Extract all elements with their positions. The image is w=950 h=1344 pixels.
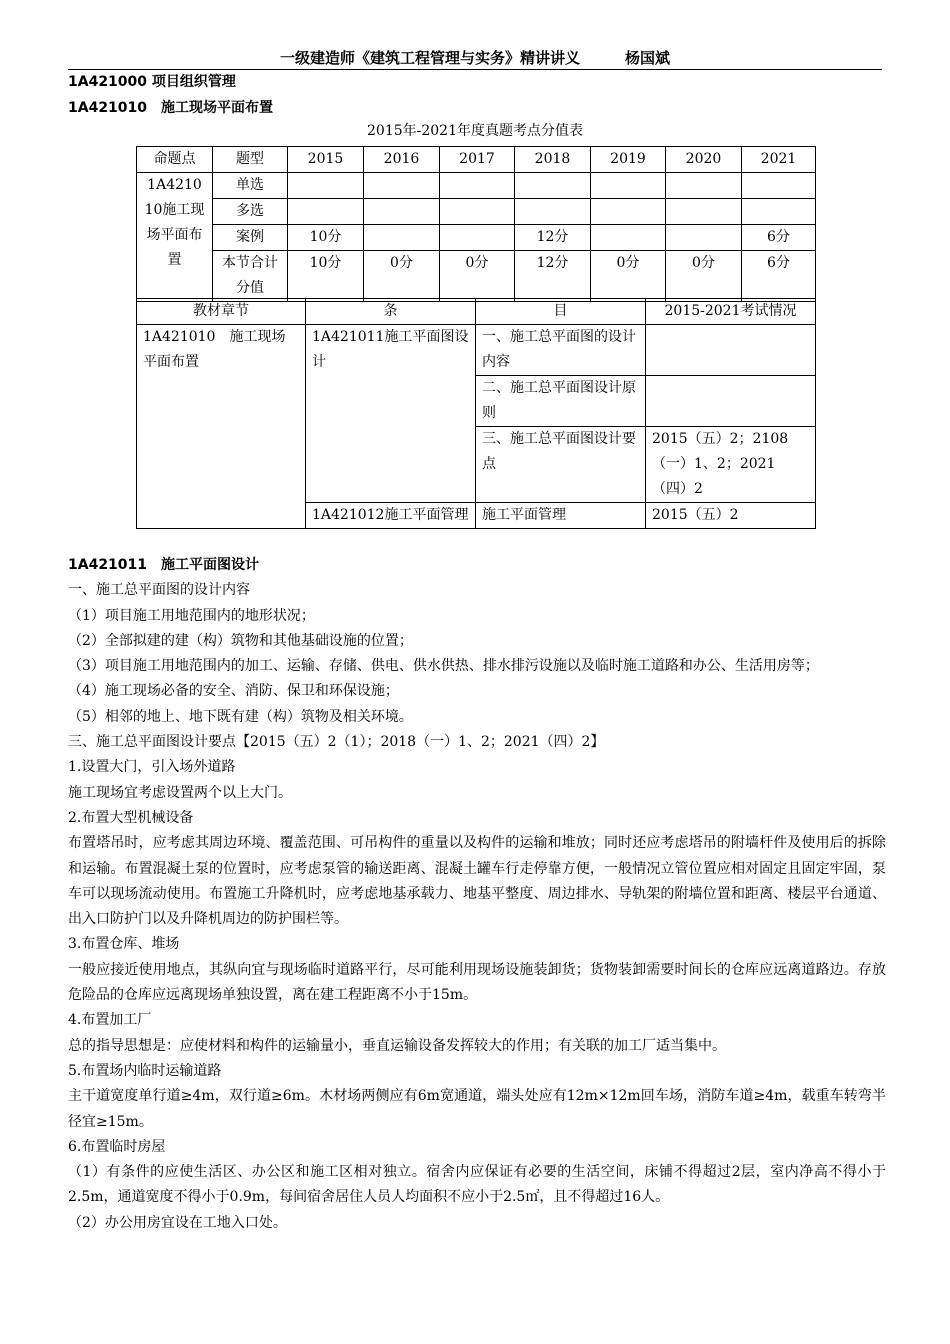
item-cell: 二、施工总平面图设计原则 xyxy=(476,376,646,427)
header-cell: 2019 xyxy=(591,147,666,173)
score-table xyxy=(136,146,816,302)
paragraph: 1.设置大门，引入场外道路 xyxy=(68,759,236,776)
table-cell xyxy=(364,199,440,225)
table-cell xyxy=(515,199,591,225)
paragraph: 施工现场宜考虑设置两个以上大门。 xyxy=(68,784,292,801)
table-cell xyxy=(742,199,816,225)
paragraph: 一、施工总平面图的设计内容 xyxy=(68,582,250,599)
table-row xyxy=(137,173,816,199)
exam-cell xyxy=(646,376,816,427)
table-cell: 0分 xyxy=(666,251,742,302)
paragraph: （1）项目施工用地范围内的地形状况； xyxy=(68,607,315,624)
score-table-header xyxy=(137,147,816,173)
article-cell: 1A421011施工平面图设计 xyxy=(306,325,476,503)
table-cell xyxy=(288,199,364,225)
paragraph: （4）施工现场必备的安全、消防、保卫和环保设施； xyxy=(68,683,399,700)
table-cell: 案例 xyxy=(213,225,288,251)
table-cell xyxy=(440,173,515,199)
paragraph: （3）项目施工用地范围内的加工、运输、存储、供电、供水供热、排水排污设施以及临时施工道路和办公、生活用房等； xyxy=(68,658,819,675)
table-cell: 0分 xyxy=(440,251,515,302)
table-cell: 6分 xyxy=(742,225,816,251)
header-cell: 题型 xyxy=(213,147,288,173)
header-cell: 2015-2021考试情况 xyxy=(646,299,816,325)
paragraph: （2）全部拟建的建（构）筑物和其他基础设施的位置； xyxy=(68,632,413,649)
exam-cell: 2015（五）2；2108（一）1、2；2021（四）2 xyxy=(646,427,816,503)
table-cell: 10分 xyxy=(288,225,364,251)
header-cell: 2018 xyxy=(515,147,591,173)
paragraph: 主干道宽度单行道≥4m，双行道≥6m。木材场两侧应有6m宽通道，端头处应有12m×12m回车场，消防车道≥4m，载重车转弯半径宜≥15m。 xyxy=(68,1088,886,1130)
table-cell: 0分 xyxy=(364,251,440,302)
table-cell xyxy=(591,173,666,199)
paragraph: （5）相邻的地上、地下既有建（构）筑物及相关环境。 xyxy=(68,708,413,725)
table-cell xyxy=(591,199,666,225)
table-row xyxy=(137,325,816,376)
article-cell: 1A421012施工平面管理 xyxy=(306,503,476,529)
chapter-cell: 1A421010 施工现场平面布置 xyxy=(137,325,306,529)
table-cell: 单选 xyxy=(213,173,288,199)
header-cell: 2017 xyxy=(440,147,515,173)
table-cell xyxy=(440,199,515,225)
paragraph: （2）办公用房宜设在工地入口处。 xyxy=(68,1214,287,1231)
table-cell: 本节合计分值 xyxy=(213,251,288,302)
table-cell: 0分 xyxy=(591,251,666,302)
table-cell xyxy=(364,173,440,199)
table-cell xyxy=(742,173,816,199)
section-heading: 1A421010 施工现场平面布置 xyxy=(68,100,274,116)
header-cell: 命题点 xyxy=(137,147,213,173)
table-cell xyxy=(515,173,591,199)
section-title: 1A421011 施工平面图设计 xyxy=(68,557,260,573)
item-cell: 一、施工总平面图的设计内容 xyxy=(476,325,646,376)
header-cell: 2021 xyxy=(742,147,816,173)
table-caption: 2015年-2021年度真题考点分值表 xyxy=(367,123,583,139)
table-cell: 6分 xyxy=(742,251,816,302)
header-cell: 条 xyxy=(306,299,476,325)
table-cell xyxy=(288,173,364,199)
paragraph: 3.布置仓库、堆场 xyxy=(68,936,180,953)
header-cell: 教材章节 xyxy=(137,299,306,325)
syllabus-table xyxy=(136,298,816,529)
header-cell: 目 xyxy=(476,299,646,325)
table-cell xyxy=(666,225,742,251)
paragraph: 4.布置加工厂 xyxy=(68,1012,152,1029)
table-cell: 多选 xyxy=(213,199,288,225)
exam-cell: 2015（五）2 xyxy=(646,503,816,529)
header-cell: 2015 xyxy=(288,147,364,173)
table-cell: 12分 xyxy=(515,225,591,251)
header-rule xyxy=(68,69,882,70)
table-cell: 12分 xyxy=(515,251,591,302)
running-header: 一级建造师《建筑工程管理与实务》精讲讲义 杨国斌 xyxy=(279,49,670,67)
exam-cell xyxy=(646,325,816,376)
table-cell xyxy=(666,173,742,199)
paragraph: 6.布置临时房屋 xyxy=(68,1138,166,1155)
table-cell: 10分 xyxy=(288,251,364,302)
header-cell: 2020 xyxy=(666,147,742,173)
item-cell: 施工平面管理 xyxy=(476,503,646,529)
topic-cell: 1A421010施工现场平面布置 xyxy=(137,173,213,302)
table-cell xyxy=(666,199,742,225)
header-cell: 2016 xyxy=(364,147,440,173)
table-row xyxy=(137,225,816,251)
paragraph: 总的指导思想是：应使材料和构件的运输量小，垂直运输设备发挥较大的作用；有关联的加工厂适当集中。 xyxy=(68,1037,726,1054)
paragraph: （1）有条件的应使生活区、办公区和施工区相对独立。宿舍内应保证有必要的生活空间，床铺不得超过2层，室内净高不得小于2.5m，通道宽度不得小于0.9m，每间宿舍居住人员人均面积不应小于2.5㎡，且不得超过16人。 xyxy=(68,1164,886,1206)
paragraph: 三、施工总平面图设计要点【2015（五）2（1）；2018（一）1、2；2021（四）2】 xyxy=(68,734,605,751)
table-cell xyxy=(364,225,440,251)
paragraph: 布置塔吊时，应考虑其周边环境、覆盖范围、可吊构件的重量以及构件的运输和堆放；同时还应考虑塔吊的附墙杆件及使用后的拆除和运输。布置混凝土泵的位置时，应考虑泵管的输送距离、混凝土罐车行走停靠方便，一般情况立管位置应相对固定且固定牢固，泵车可以现场流动使用。布置施工升降机时，应考虑地基承载力、地基平整度、周边排水、导轨架的附墙位置和距离、楼层平台通道、出入口防护门以及升降机周边的防护围栏等。 xyxy=(68,835,886,928)
chapter-heading: 1A421000 项目组织管理 xyxy=(68,74,236,90)
paragraph: 2.布置大型机械设备 xyxy=(68,809,194,826)
table-row xyxy=(137,199,816,225)
paragraph: 一般应接近使用地点，其纵向宜与现场临时道路平行，尽可能利用现场设施装卸货；货物装卸需要时间长的仓库应远离道路边。存放危险品的仓库应远离现场单独设置，离在建工程距离不小于15m。 xyxy=(68,961,886,1004)
item-cell: 三、施工总平面图设计要点 xyxy=(476,427,646,503)
syllabus-table-header xyxy=(137,299,816,325)
body-text xyxy=(68,553,886,1236)
table-cell xyxy=(440,225,515,251)
table-cell xyxy=(591,225,666,251)
paragraph: 5.布置场内临时运输道路 xyxy=(68,1062,222,1079)
